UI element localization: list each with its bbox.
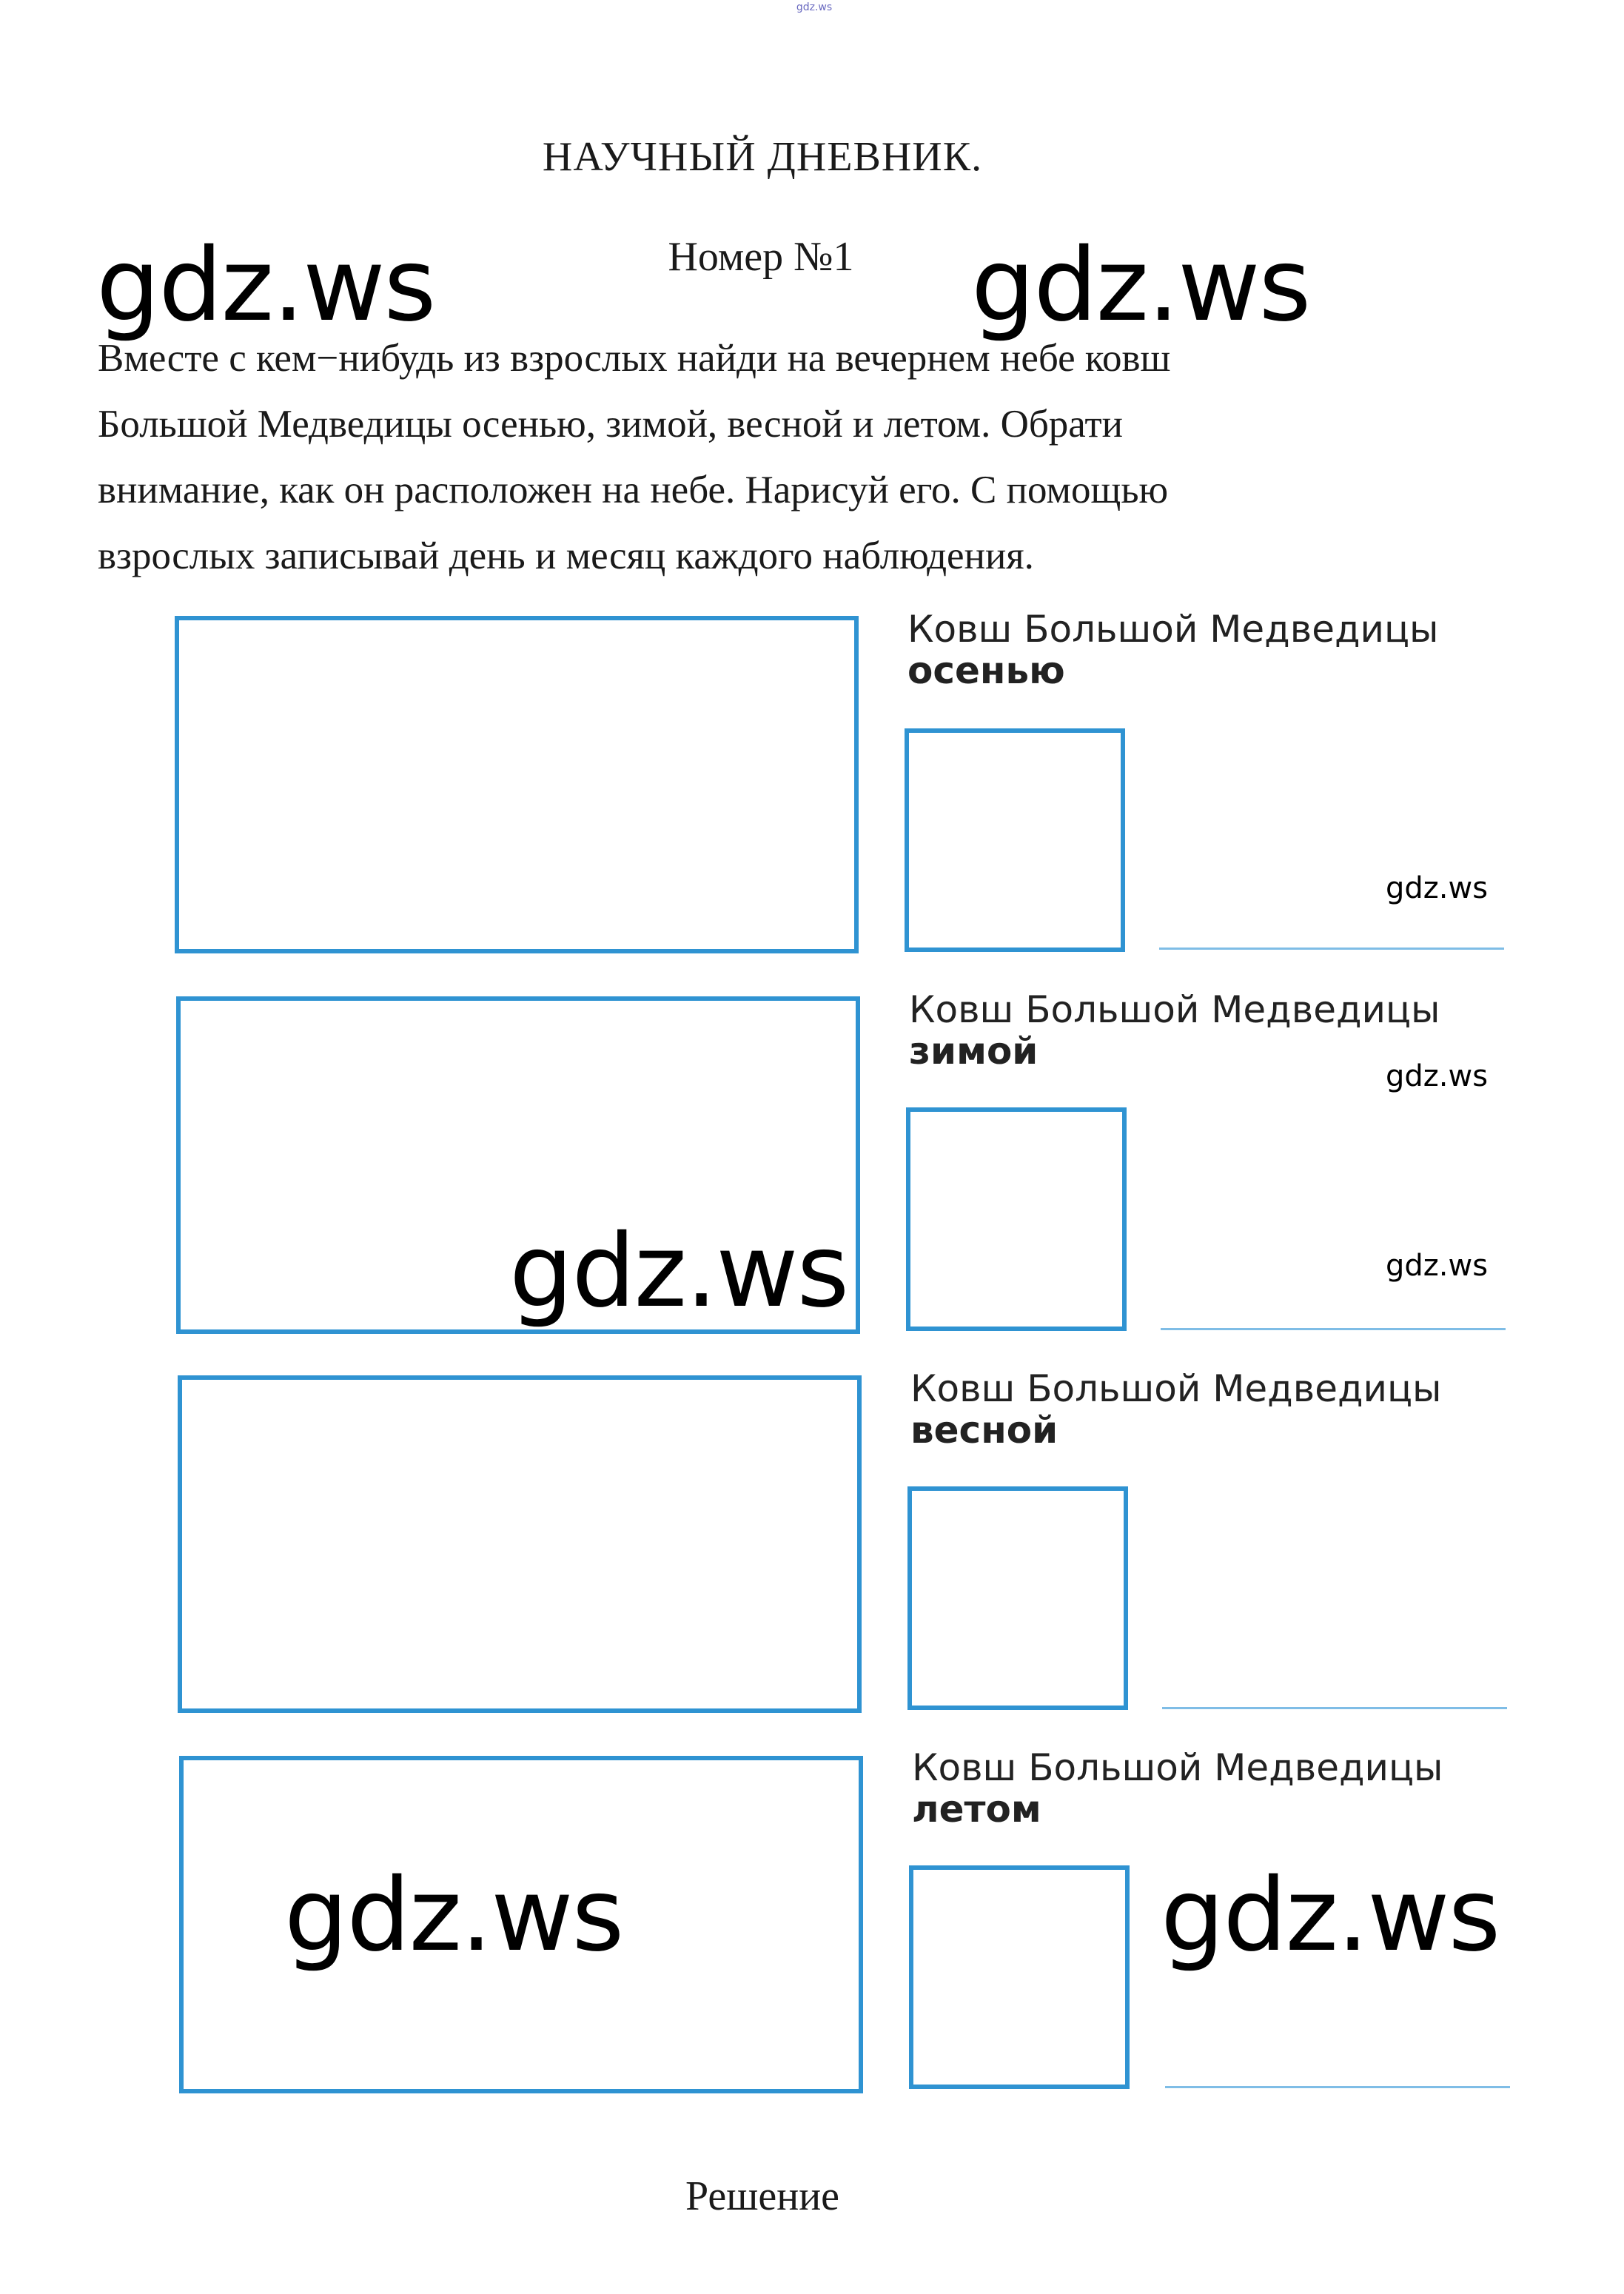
drawing-box-autumn[interactable]: [175, 616, 859, 953]
top-watermark: gdz.ws: [796, 1, 833, 13]
small-box-summer[interactable]: [909, 1865, 1130, 2089]
caption-text: Ковш Большой Медведицы: [912, 1746, 1443, 1789]
task-line: Вместе с кем−нибудь из взрослых найди на вечернем небе ковш: [98, 337, 1171, 380]
small-box-autumn[interactable]: [905, 728, 1125, 952]
page-title: НАУЧНЫЙ ДНЕВНИК.: [542, 134, 983, 180]
caption-winter: [909, 989, 1440, 1072]
exercise-number: Номер №1: [668, 234, 854, 280]
season-label: зимой: [909, 1030, 1039, 1073]
solution-heading: Решение: [685, 2173, 840, 2219]
watermark-small: gdz.ws: [1386, 1249, 1489, 1283]
task-line: внимание, как он расположен на небе. Нарисуй его. С помощью: [98, 469, 1169, 512]
date-line-summer[interactable]: [1165, 2086, 1510, 2088]
date-line-spring[interactable]: [1162, 1707, 1507, 1709]
caption-text: Ковш Большой Медведицы: [909, 988, 1440, 1031]
small-box-spring[interactable]: [907, 1486, 1128, 1710]
season-label: весной: [910, 1409, 1058, 1452]
task-text: [98, 326, 1356, 589]
watermark-bottom-left: gdz.ws: [284, 1857, 623, 1974]
date-line-autumn[interactable]: [1159, 948, 1504, 950]
watermark-top-right: gdz.ws: [971, 227, 1310, 344]
caption-summer: [912, 1747, 1443, 1830]
watermark-bottom-right: gdz.ws: [1161, 1857, 1500, 1974]
watermark-middle: gdz.ws: [509, 1213, 848, 1330]
task-line: взрослых записывай день и месяц каждого наблюдения.: [98, 534, 1034, 577]
watermark-top-left: gdz.ws: [96, 227, 435, 344]
drawing-box-spring[interactable]: [178, 1375, 862, 1713]
watermark-small: gdz.ws: [1386, 871, 1489, 905]
season-label: летом: [912, 1788, 1041, 1831]
caption-text: Ковш Большой Медведицы: [910, 1367, 1442, 1410]
caption-autumn: [907, 608, 1439, 691]
small-box-winter[interactable]: [906, 1107, 1127, 1331]
watermark-small: gdz.ws: [1386, 1059, 1489, 1093]
caption-text: Ковш Большой Медведицы: [907, 608, 1439, 651]
caption-spring: [910, 1368, 1442, 1451]
season-label: осенью: [907, 649, 1065, 692]
task-line: Большой Медведицы осенью, зимой, весной и летом. Обрати: [98, 403, 1123, 446]
date-line-winter[interactable]: [1161, 1328, 1506, 1330]
